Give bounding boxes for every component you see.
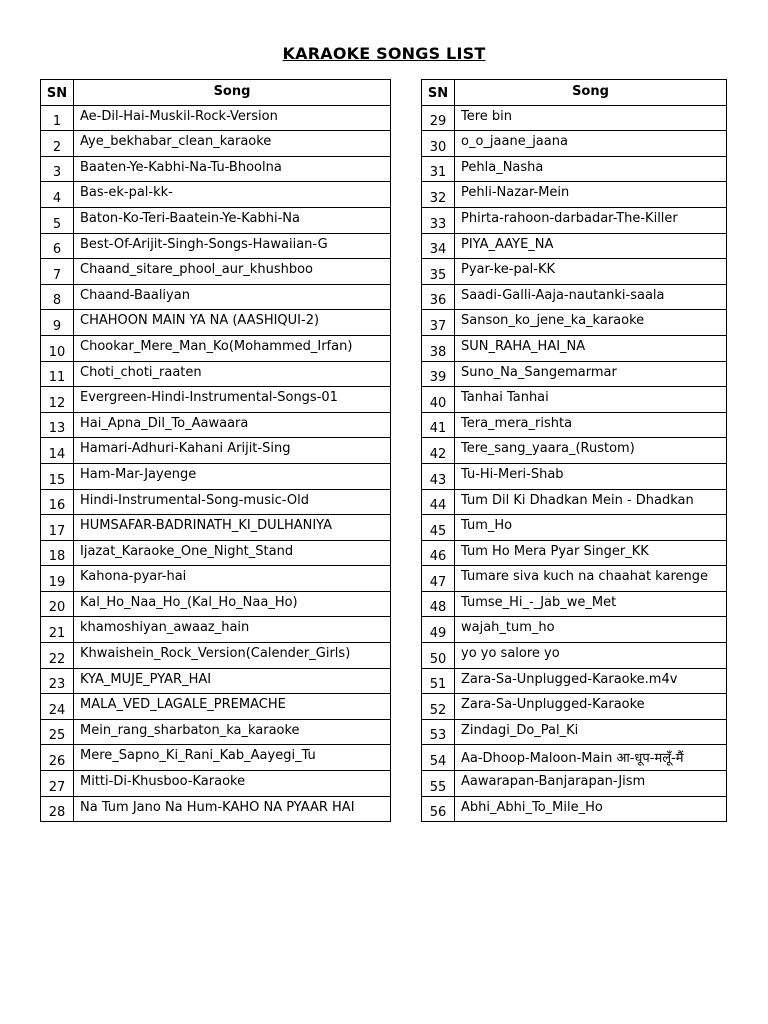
table-row [422,182,727,208]
song-name-cell: Phirta-rahoon-darbadar-The-Killer [455,207,727,233]
serial-number-cell: 8 [41,284,74,310]
serial-number-cell: 37 [422,310,455,336]
serial-number-cell: 30 [422,131,455,157]
table-row [422,156,727,182]
serial-number-cell: 27 [41,771,74,797]
song-name-cell: Pyar-ke-pal-KK [455,259,727,285]
song-name-cell: Chookar_Mere_Man_Ko(Mohammed_Irfan) [74,335,391,361]
serial-number-cell: 20 [41,591,74,617]
serial-number-cell: 28 [41,796,74,822]
table-row [422,284,727,310]
table-row [422,617,727,643]
table-row [41,105,391,131]
song-name-cell: MALA_VED_LAGALE_PREMACHE [74,694,391,720]
table-row [41,463,391,489]
song-name-cell: Zara-Sa-Unplugged-Karaoke.m4v [455,668,727,694]
serial-number-cell: 25 [41,719,74,745]
table-row [41,591,391,617]
serial-number-cell: 23 [41,668,74,694]
serial-number-cell: 14 [41,438,74,464]
song-name-cell: khamoshiyan_awaaz_hain [74,617,391,643]
table-row [422,412,727,438]
table-row [41,387,391,413]
song-name-cell: wajah_tum_ho [455,617,727,643]
table-row [422,387,727,413]
table-row [41,489,391,515]
serial-number-cell: 49 [422,617,455,643]
table-row [422,591,727,617]
serial-number-cell: 36 [422,284,455,310]
table-row [422,694,727,720]
song-name-cell: Abhi_Abhi_To_Mile_Ho [455,796,727,822]
table-row [422,233,727,259]
serial-number-cell: 42 [422,438,455,464]
serial-number-cell: 48 [422,591,455,617]
song-name-cell: Suno_Na_Sangemarmar [455,361,727,387]
song-name-cell: Baaten-Ye-Kabhi-Na-Tu-Bhoolna [74,156,391,182]
table-row [41,438,391,464]
song-name-cell: Bas-ek-pal-kk- [74,182,391,208]
song-name-cell: Tere bin [455,105,727,131]
table-header-row [41,80,391,106]
table-row [422,335,727,361]
table-row [41,131,391,157]
table-row [41,566,391,592]
table-row [41,335,391,361]
song-name-cell: Mein_rang_sharbaton_ka_karaoke [74,719,391,745]
song-name-cell: Evergreen-Hindi-Instrumental-Songs-01 [74,387,391,413]
song-name-cell: Tum Ho Mera Pyar Singer_KK [455,540,727,566]
table-row [41,207,391,233]
song-name-cell: Hindi-Instrumental-Song-music-Old [74,489,391,515]
song-name-cell: Hai_Apna_Dil_To_Aawaara [74,412,391,438]
serial-number-cell: 56 [422,796,455,822]
table-header-row [422,80,727,106]
song-name-cell: Tumare siva kuch na chaahat karenge [455,566,727,592]
song-name-cell: Ham-Mar-Jayenge [74,463,391,489]
song-name-cell: Tum_Ho [455,515,727,541]
serial-number-cell: 31 [422,156,455,182]
page-title: KARAOKE SONGS LIST [282,44,486,63]
serial-number-cell: 40 [422,387,455,413]
serial-number-cell: 13 [41,412,74,438]
table-row [422,719,727,745]
serial-number-cell: 21 [41,617,74,643]
songs-table-left-body [41,105,391,822]
table-row [422,438,727,464]
song-name-cell: Choti_choti_raaten [74,361,391,387]
serial-number-cell: 44 [422,489,455,515]
table-row [41,156,391,182]
table-row [422,105,727,131]
table-row [422,643,727,669]
table-row [422,540,727,566]
songs-table-right [421,79,727,822]
serial-number-cell: 15 [41,463,74,489]
table-row [41,310,391,336]
song-name-cell: Pehli-Nazar-Mein [455,182,727,208]
serial-number-cell: 32 [422,182,455,208]
serial-number-cell: 39 [422,361,455,387]
song-name-cell: o_o_jaane_jaana [455,131,727,157]
song-name-cell: Ijazat_Karaoke_One_Night_Stand [74,540,391,566]
serial-number-cell: 26 [41,745,74,771]
serial-number-cell: 29 [422,105,455,131]
serial-number-cell: 55 [422,771,455,797]
serial-number-cell: 11 [41,361,74,387]
song-name-cell: Ae-Dil-Hai-Muskil-Rock-Version [74,105,391,131]
song-name-cell: Hamari-Adhuri-Kahani Arijit-Sing [74,438,391,464]
table-row [41,771,391,797]
song-name-cell: Best-Of-Arijit-Singh-Songs-Hawaiian-G [74,233,391,259]
table-row [422,207,727,233]
serial-number-cell: 22 [41,643,74,669]
table-row [422,463,727,489]
song-name-cell: Zindagi_Do_Pal_Ki [455,719,727,745]
song-name-cell: Kahona-pyar-hai [74,566,391,592]
song-name-cell: Tumse_Hi_-_Jab_we_Met [455,591,727,617]
serial-number-cell: 50 [422,643,455,669]
song-name-cell: Tere_sang_yaara_(Rustom) [455,438,727,464]
serial-number-cell: 45 [422,515,455,541]
serial-number-cell: 46 [422,540,455,566]
serial-number-cell: 51 [422,668,455,694]
song-name-cell: Pehla_Nasha [455,156,727,182]
song-name-cell: Kal_Ho_Naa_Ho_(Kal_Ho_Naa_Ho) [74,591,391,617]
table-row [422,515,727,541]
table-row [41,719,391,745]
serial-number-cell: 53 [422,719,455,745]
song-name-cell: PIYA_AAYE_NA [455,233,727,259]
song-name-cell: HUMSAFAR-BADRINATH_KI_DULHANIYA [74,515,391,541]
sn-column-header: SN [422,80,455,106]
serial-number-cell: 12 [41,387,74,413]
song-name-cell: Tera_mera_rishta [455,412,727,438]
songs-table-left [40,79,391,822]
table-row [41,259,391,285]
serial-number-cell: 9 [41,310,74,336]
table-row [41,412,391,438]
serial-number-cell: 52 [422,694,455,720]
table-row [41,540,391,566]
song-name-cell: Khwaishein_Rock_Version(Calender_Girls) [74,643,391,669]
serial-number-cell: 38 [422,335,455,361]
song-name-cell: Sanson_ko_jene_ka_karaoke [455,310,727,336]
serial-number-cell: 16 [41,489,74,515]
serial-number-cell: 47 [422,566,455,592]
table-row [41,745,391,771]
serial-number-cell: 3 [41,156,74,182]
serial-number-cell: 34 [422,233,455,259]
song-name-cell: Aawarapan-Banjarapan-Jism [455,771,727,797]
table-row [422,796,727,822]
table-row [422,668,727,694]
serial-number-cell: 17 [41,515,74,541]
song-name-cell: Baton-Ko-Teri-Baatein-Ye-Kabhi-Na [74,207,391,233]
song-name-cell: Aye_bekhabar_clean_karaoke [74,131,391,157]
table-row [422,310,727,336]
serial-number-cell: 35 [422,259,455,285]
table-row [41,694,391,720]
serial-number-cell: 18 [41,540,74,566]
song-column-header: Song [455,80,727,106]
serial-number-cell: 54 [422,745,455,771]
table-row [41,668,391,694]
serial-number-cell: 7 [41,259,74,285]
serial-number-cell: 41 [422,412,455,438]
table-row [422,745,727,771]
table-row [41,796,391,822]
table-row [41,233,391,259]
song-name-cell: Saadi-Galli-Aaja-nautanki-saala [455,284,727,310]
table-row [41,361,391,387]
serial-number-cell: 24 [41,694,74,720]
table-row [41,515,391,541]
table-row [41,182,391,208]
song-name-cell: Na Tum Jano Na Hum-KAHO NA PYAAR HAI [74,796,391,822]
table-row [422,566,727,592]
song-name-cell: CHAHOON MAIN YA NA (AASHIQUI-2) [74,310,391,336]
song-name-cell: Zara-Sa-Unplugged-Karaoke [455,694,727,720]
sn-column-header: SN [41,80,74,106]
song-name-cell: Chaand_sitare_phool_aur_khushboo [74,259,391,285]
table-row [422,771,727,797]
serial-number-cell: 19 [41,566,74,592]
song-name-cell: KYA_MUJE_PYAR_HAI [74,668,391,694]
song-name-cell: Aa-Dhoop-Maloon-Main आ-धूप-मलूँ-मैं [455,745,727,771]
serial-number-cell: 5 [41,207,74,233]
table-row [41,617,391,643]
serial-number-cell: 4 [41,182,74,208]
table-row [422,259,727,285]
table-row [41,284,391,310]
table-row [422,489,727,515]
serial-number-cell: 6 [41,233,74,259]
song-column-header: Song [74,80,391,106]
song-name-cell: SUN_RAHA_HAI_NA [455,335,727,361]
song-name-cell: Chaand-Baaliyan [74,284,391,310]
table-row [41,643,391,669]
song-name-cell: Tum Dil Ki Dhadkan Mein - Dhadkan [455,489,727,515]
serial-number-cell: 33 [422,207,455,233]
serial-number-cell: 43 [422,463,455,489]
song-name-cell: Tanhai Tanhai [455,387,727,413]
serial-number-cell: 10 [41,335,74,361]
table-row [422,131,727,157]
table-row [422,361,727,387]
song-name-cell: Mitti-Di-Khusboo-Karaoke [74,771,391,797]
song-name-cell: yo yo salore yo [455,643,727,669]
serial-number-cell: 1 [41,105,74,131]
serial-number-cell: 2 [41,131,74,157]
songs-table-right-body [422,105,727,822]
song-name-cell: Tu-Hi-Meri-Shab [455,463,727,489]
song-name-cell: Mere_Sapno_Ki_Rani_Kab_Aayegi_Tu [74,745,391,771]
